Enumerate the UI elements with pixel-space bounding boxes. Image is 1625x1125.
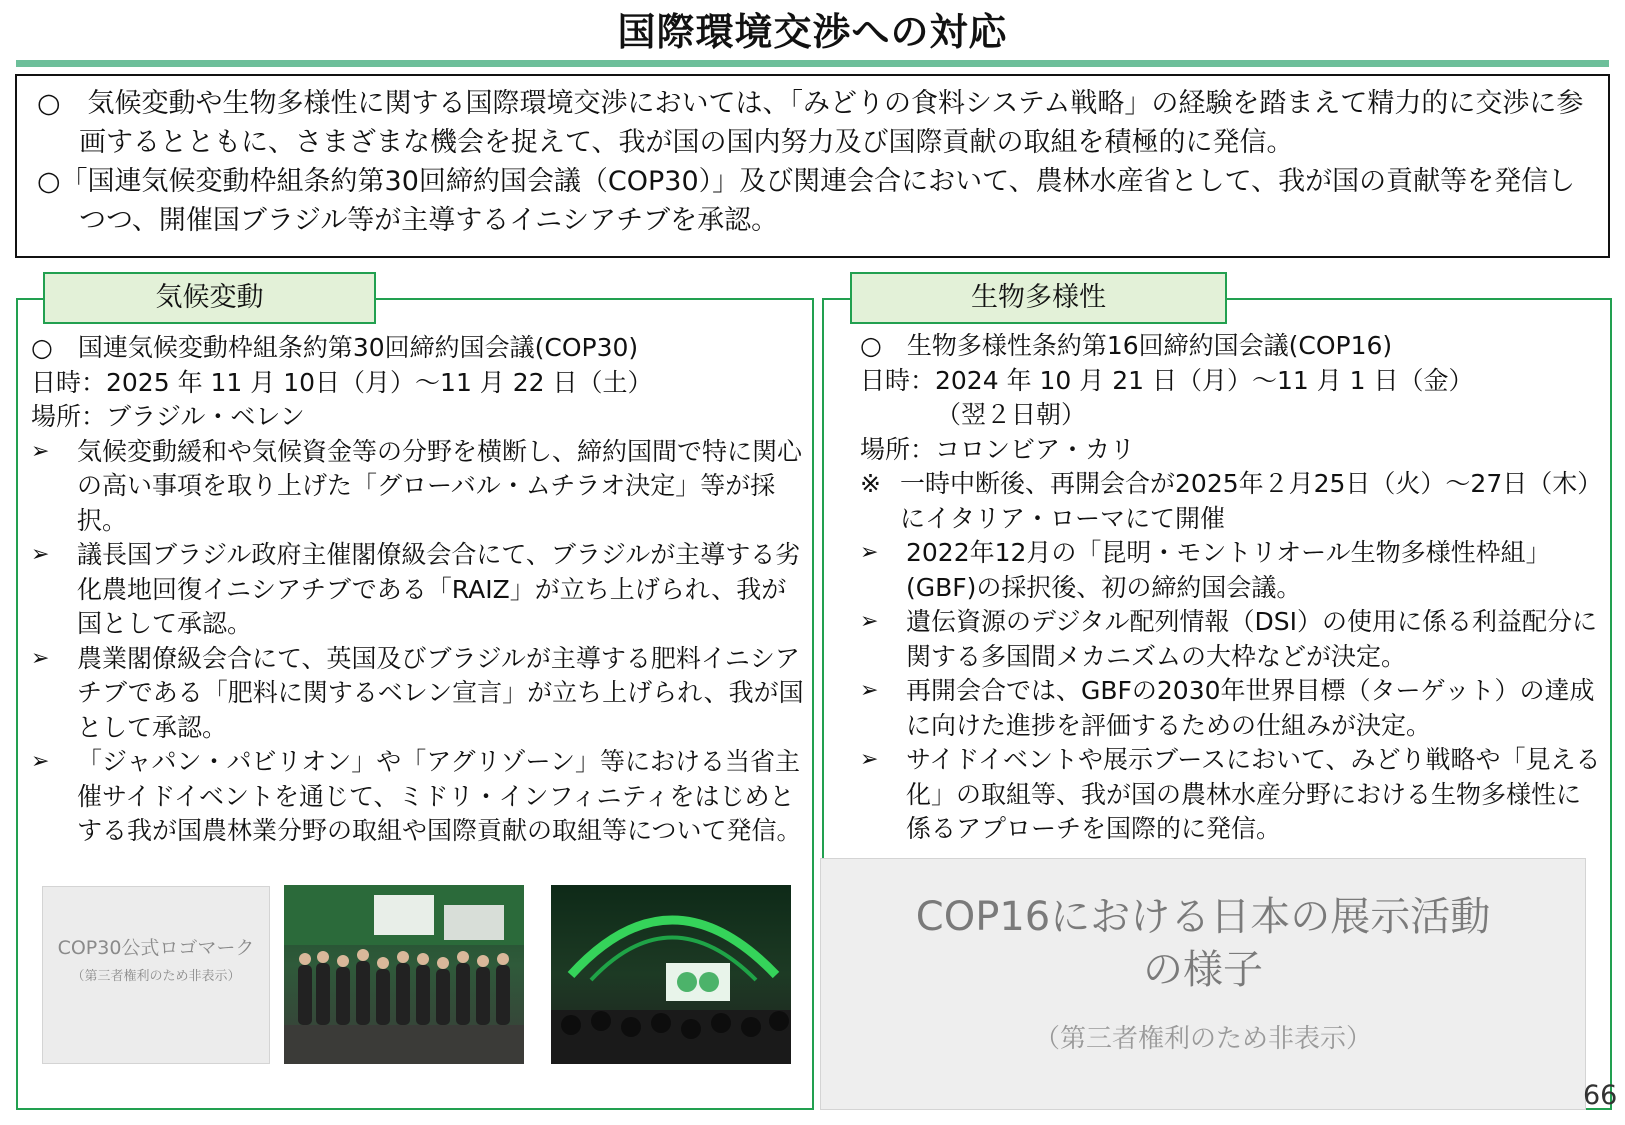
biodiversity-tab: 生物多様性 [850, 272, 1227, 324]
cop30-group-photo [284, 885, 524, 1064]
climate-heading: ○ 国連気候変動枠組条約第30回締約国会議(COP30) [31, 333, 639, 362]
climate-bullet-text: 「ジャパン・パビリオン」や「アグリゾーン」等における当省主催サイドイベントを通じて、ミドリ・インフィニティをはじめとする我が国農林業分野の取組や国際貢献の取組等について発信。 [77, 747, 802, 845]
biodiversity-bullet [860, 536, 1605, 605]
cop16-exhibit-label-1: COP16における日本の展示活動 [915, 894, 1491, 940]
climate-bullet [31, 435, 806, 539]
climate-bullet [31, 538, 806, 642]
biodiversity-bullet-text: 再開会合では、GBFの2030年世界目標（ターゲット）の達成に向けた進捗を評価するための仕組みが決定。 [906, 676, 1595, 740]
biodiversity-note-text: 一時中断後、再開会合が2025年２月25日（火）～27日（木）にイタリア・ローマにて開催 [900, 469, 1603, 533]
arrow-bullet-icon: ➢ [31, 542, 50, 567]
arrow-bullet-icon: ➢ [31, 438, 50, 464]
cop16-exhibit-label-2: の様子 [1143, 947, 1263, 993]
cop30-logo-placeholder [42, 886, 270, 1064]
climate-place: 場所：ブラジル・ベレン [31, 402, 305, 431]
biodiversity-bullet [860, 605, 1605, 674]
arrow-bullet-icon: ➢ [31, 645, 50, 671]
cop30-logo-label: COP30公式ロゴマーク [57, 937, 255, 959]
biodiversity-note [860, 467, 1605, 536]
cop16-exhibit-note: （第三者権利のため非表示） [1033, 1024, 1372, 1054]
biodiversity-date: 日時：2024 年 10 月 21 日（月）～11 月 1 日（金） [860, 365, 1474, 395]
biodiversity-heading: ○ 生物多様性条約第16回締約国会議(COP16) [860, 331, 1393, 360]
biodiversity-bullet [860, 674, 1605, 743]
climate-bullet-text: 気候変動緩和や気候資金等の分野を横断し、締約国間で特に関心の高い事項を取り上げた「グローバル・ムチラオ決定」等が採択。 [77, 436, 803, 535]
arrow-bullet-icon: ➢ [860, 747, 879, 772]
cop30-logo-note: （第三者権利のため非表示） [71, 969, 241, 984]
biodiversity-bullet-text: 遺伝資源のデジタル配列情報（DSI）の使用に係る利益配分に関する多国間メカニズムの大枠などが決定。 [906, 607, 1597, 671]
note-mark: ※ [860, 469, 881, 498]
page-title: 国際環境交渉への対応 [617, 10, 1008, 54]
arrow-bullet-icon: ➢ [860, 678, 879, 703]
biodiversity-bullet-text: サイドイベントや展示ブースにおいて、みどり戦略や「見える化」の取組等、我が国の農林水産分野における生物多様性に係るアプローチを国際的に発信。 [906, 745, 1601, 843]
biodiversity-date-cont: （翌２日朝） [936, 400, 1087, 429]
arrow-bullet-icon: ➢ [860, 540, 879, 565]
biodiversity-bullet-text: 2022年12月の「昆明・モントリオール生物多様性枠組」(GBF)の採択後、初の締約国会議。 [906, 538, 1551, 602]
cop16-exhibit-placeholder [820, 858, 1586, 1110]
biodiversity-bullet [860, 743, 1605, 847]
climate-date: 日時：2025 年 11 月 10日（月）～11 月 22 日（土） [31, 367, 653, 397]
summary-item-2: ○「国連気候変動枠組条約第30回締約国会議（COP30）」及び関連会合において、農林水産省として、我が国の貢献等を発信しつつ、開催国ブラジル等が主導するイニシアチブを承認。 [37, 166, 1576, 236]
climate-tab: 気候変動 [43, 272, 376, 324]
title-underline [16, 60, 1609, 67]
climate-bullet-text: 農業閣僚級会合にて、英国及びブラジルが主導する肥料イニシアチブである「肥料に関するベレン宣言」が立ち上げられ、我が国として承認。 [77, 643, 804, 742]
summary-item-1: ○ 気候変動や生物多様性に関する国際環境交渉においては、「みどりの食料システム戦略」の経験を踏まえて精力的に交渉に参画するとともに、さまざまな機会を捉えて、我が国の国内努力及び国際貢献の取組を積極的に発信。 [37, 88, 1584, 158]
biodiversity-place: 場所：コロンビア・カリ [860, 434, 1136, 464]
biodiversity-content [860, 329, 1605, 847]
arrow-bullet-icon: ➢ [860, 609, 879, 634]
arrow-bullet-icon: ➢ [31, 749, 50, 774]
cop30-event-photo [551, 885, 791, 1064]
summary-box [15, 74, 1610, 258]
climate-bullet [31, 745, 806, 849]
climate-bullet [31, 642, 806, 746]
page-number: 66 [1583, 1080, 1618, 1111]
climate-bullet-text: 議長国ブラジル政府主催閣僚級会合にて、ブラジルが主導する劣化農地回復イニシアチブである「RAIZ」が立ち上げられ、我が国として承認。 [77, 540, 801, 638]
climate-content [31, 331, 806, 849]
